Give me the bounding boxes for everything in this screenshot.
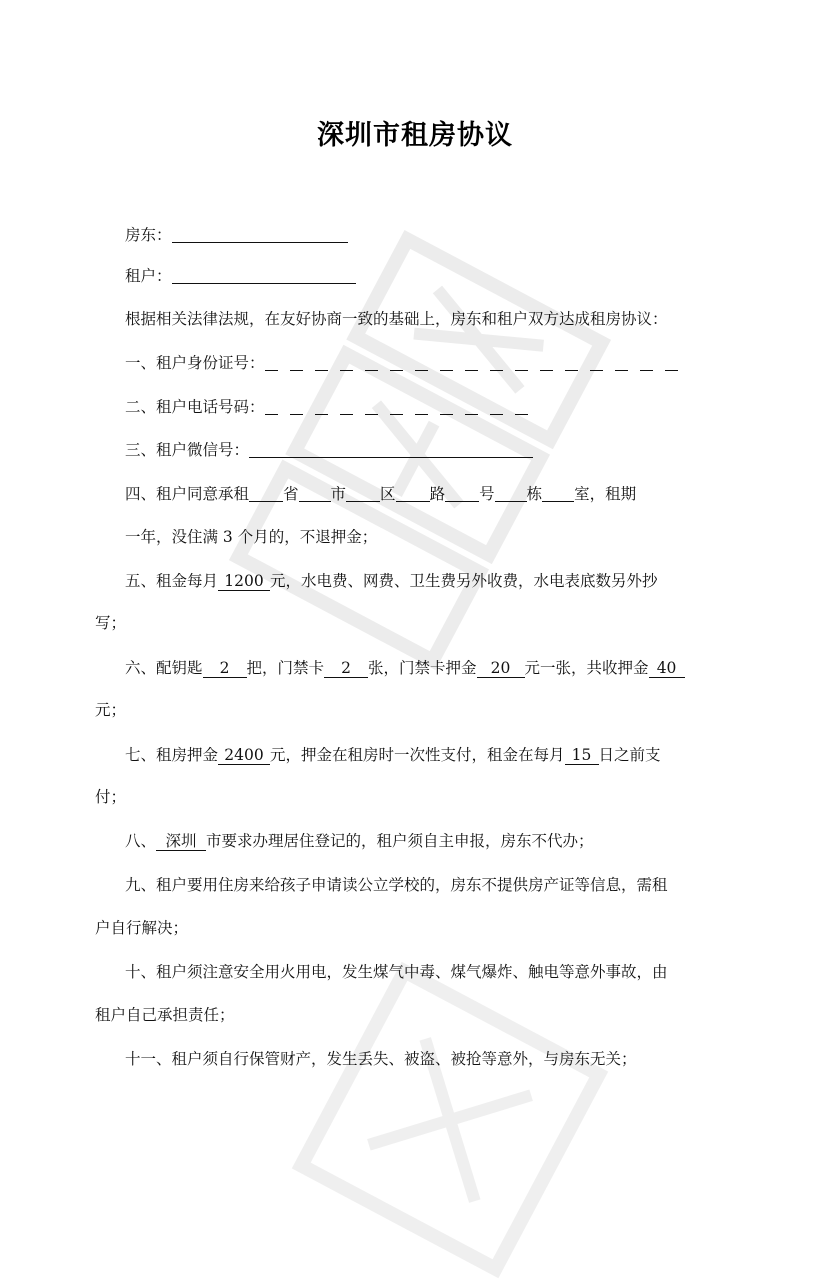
number-field[interactable] — [445, 484, 479, 502]
item1-line — [125, 353, 690, 373]
item10-line: 十、租户须注意安全用火用电，发生煤气中毒、煤气爆炸、触电等意外事故，由 — [125, 963, 668, 981]
item7-part2: 元，押金在租房时一次性支付，租金在每月 — [270, 746, 565, 764]
landlord-line — [125, 225, 348, 245]
item7-part3: 日之前支 — [598, 746, 661, 764]
city-label: 市 — [330, 485, 347, 503]
item6-line2: 元； — [95, 701, 127, 719]
room-field[interactable] — [542, 484, 574, 502]
tenant-line — [125, 266, 356, 286]
item7-line2: 付； — [95, 788, 127, 806]
building-field[interactable] — [495, 484, 527, 502]
item5-prefix: 五、租金每月 — [125, 572, 219, 590]
item11-line: 十一、租户须自行保管财产，发生丢失、被盗、被抢等意外，与房东无关； — [125, 1050, 637, 1068]
item6-part2: 把，门禁卡 — [246, 659, 325, 677]
pay-day-value[interactable]: 15 — [565, 746, 599, 765]
cards-value[interactable]: 2 — [324, 659, 368, 678]
intro-text: 根据相关法律法规，在友好协商一致的基础上，房东和租户双方达成租房协议： — [125, 310, 668, 328]
item4-line — [125, 484, 636, 504]
item6-prefix: 六、配钥匙 — [125, 659, 203, 677]
phone-label: 二、租户电话号码： — [125, 398, 265, 416]
item3-line — [125, 440, 533, 460]
item7-line — [125, 745, 661, 765]
item9-line: 九、租户要用住房来给孩子申请读公立学校的，房东不提供房产证等信息，需租 — [125, 876, 668, 894]
item9-line2: 户自行解决； — [95, 919, 189, 937]
item5-line2: 写； — [95, 614, 127, 632]
item10-line2: 租户自己承担责任； — [95, 1006, 235, 1024]
watermark-icon — [288, 958, 613, 1282]
district-field[interactable] — [346, 484, 380, 502]
room-label: 室，租期 — [574, 485, 637, 503]
id-number-label: 一、租户身份证号： — [125, 354, 265, 372]
item7-prefix: 七、租房押金 — [125, 746, 219, 764]
rent-value[interactable]: 1200 — [218, 572, 270, 591]
item8-line — [125, 831, 594, 851]
city-value[interactable]: 深圳 — [156, 832, 206, 851]
wechat-field[interactable] — [249, 440, 533, 458]
landlord-field[interactable] — [172, 225, 348, 243]
item5-line — [125, 571, 658, 591]
card-deposit-value[interactable]: 20 — [477, 659, 525, 678]
district-label: 区 — [380, 485, 396, 503]
landlord-label: 房东： — [125, 226, 172, 244]
tenant-field[interactable] — [172, 266, 356, 284]
item4-line2: 一年，没住满 3 个月的，不退押金； — [125, 528, 378, 546]
keys-value[interactable]: 2 — [203, 659, 247, 678]
item6-part3: 张，门禁卡押金 — [368, 659, 477, 677]
wechat-label: 三、租户微信号： — [125, 441, 250, 459]
tenant-label: 租户： — [125, 267, 172, 285]
province-label: 省 — [283, 485, 299, 503]
item6-part4: 元一张，共收押金 — [524, 659, 649, 677]
building-label: 栋 — [526, 485, 543, 503]
item4-prefix: 四、租户同意承租 — [125, 485, 250, 503]
deposit-value[interactable]: 2400 — [218, 746, 270, 765]
item8-suffix: 市要求办理居住登记的，租户须自主申报，房东不代办； — [206, 832, 594, 850]
city-field[interactable] — [299, 484, 331, 502]
road-field[interactable] — [396, 484, 430, 502]
page-title: 深圳市租房协议 — [317, 120, 513, 151]
item6-line — [125, 658, 685, 678]
total-deposit-value[interactable]: 40 — [649, 659, 685, 678]
item5-suffix: 元，水电费、网费、卫生费另外收费，水电表底数另外抄 — [270, 572, 658, 590]
number-label: 号 — [479, 485, 495, 503]
item2-line — [125, 397, 535, 417]
road-label: 路 — [429, 485, 446, 503]
id-number-field[interactable] — [265, 354, 690, 371]
province-field[interactable] — [249, 484, 283, 502]
item8-prefix: 八、 — [125, 832, 157, 850]
phone-field[interactable] — [265, 398, 535, 415]
